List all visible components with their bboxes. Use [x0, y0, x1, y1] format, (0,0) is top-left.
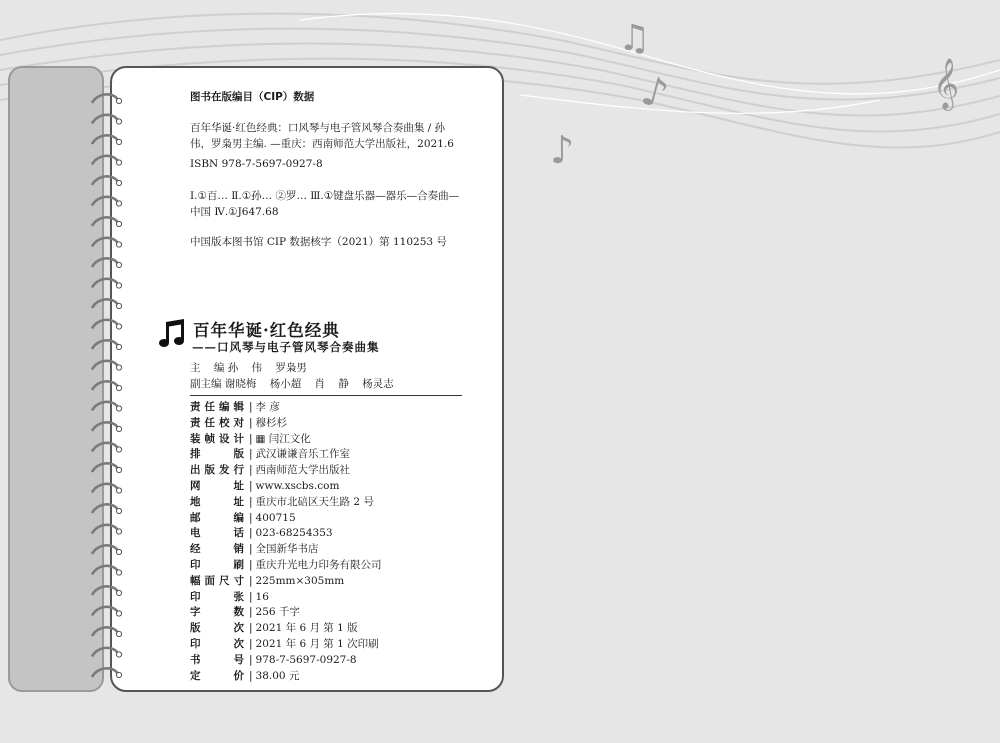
colophon-row: [190, 526, 382, 542]
colophon-key: 责任编辑: [190, 401, 244, 413]
ring: [92, 279, 122, 288]
ring: [92, 504, 122, 513]
ring: [92, 668, 122, 677]
cip-heading: 图书在版编目（CIP）数据: [190, 91, 315, 103]
colophon-row: [190, 542, 382, 558]
ring: [92, 586, 122, 595]
colophon-key: 电话: [190, 527, 244, 540]
ring: [92, 135, 122, 144]
colophon-key: 责任校对: [190, 416, 244, 429]
separator: |: [249, 590, 253, 603]
colophon-value: 全国新华书店: [255, 543, 319, 556]
separator: |: [249, 479, 253, 492]
ring: [92, 463, 122, 472]
separator: |: [249, 574, 253, 587]
editors-block: [190, 360, 394, 392]
ring: [92, 258, 122, 267]
cip-description: 百年华诞·红色经典：口风琴与电子管风琴合奏曲集 / 孙伟，罗枭男主编. —重庆：西南师范大学出版社，2021.6: [190, 122, 454, 150]
separator: |: [249, 527, 253, 540]
music-note-icon: ♪: [550, 128, 575, 172]
separator: |: [249, 637, 253, 650]
music-note-icon: ♫: [618, 18, 651, 59]
ring: [92, 197, 122, 206]
colophon-value: 穆杉杉: [255, 416, 288, 429]
colophon-value: 978-7-5697-0927-8: [255, 653, 357, 666]
colophon-row: [190, 463, 382, 479]
ring: [92, 525, 122, 534]
separator: |: [249, 653, 253, 666]
colophon-row: [190, 495, 382, 511]
ring: [92, 607, 122, 616]
book-subtitle: ——口风琴与电子管风琴合奏曲集: [192, 340, 380, 354]
colophon-value: 400715: [255, 511, 296, 524]
ring: [92, 648, 122, 657]
ring: [92, 422, 122, 431]
separator: |: [249, 495, 253, 508]
ring: [92, 627, 122, 636]
colophon-key: 印刷: [190, 558, 244, 571]
colophon-value: 225mm×305mm: [255, 574, 345, 587]
colophon-key: 字数: [190, 606, 244, 619]
separator: |: [249, 558, 253, 571]
ring: [92, 94, 122, 103]
separator: |: [249, 669, 253, 682]
separator: |: [249, 606, 253, 619]
ring: [92, 361, 122, 370]
separator: |: [249, 401, 253, 413]
colophon-key: 印次: [190, 637, 244, 650]
cip-isbn: ISBN 978-7-5697-0927-8: [190, 158, 323, 170]
ring: [92, 217, 122, 226]
colophon-value: 西南师范大学出版社: [255, 464, 351, 477]
colophon-row: [190, 447, 382, 463]
colophon-value: www.xscbs.com: [255, 479, 340, 492]
colophon-value: 38.00 元: [255, 669, 300, 682]
separator: |: [249, 416, 253, 429]
colophon-value: 2021 年 6 月 第 1 版: [255, 622, 358, 635]
colophon-value: 256 千字: [255, 606, 300, 619]
music-note-icon: ♪: [636, 67, 674, 119]
ring: [92, 443, 122, 452]
colophon-row: [190, 574, 382, 590]
colophon-key: 地址: [190, 495, 244, 508]
colophon-row: [190, 605, 382, 621]
colophon-value: 重庆市北碚区天生路 2 号: [255, 495, 374, 508]
colophon-row: [190, 621, 382, 637]
colophon-row: [190, 558, 382, 574]
colophon-value: 023-68254353: [255, 527, 333, 540]
ring: [92, 176, 122, 185]
separator: |: [249, 511, 253, 524]
divider: [190, 395, 462, 396]
ring: [92, 381, 122, 390]
ring: [92, 402, 122, 411]
ring: [92, 299, 122, 308]
book-title: 百年华诞·红色经典: [193, 321, 340, 340]
ring: [92, 545, 122, 554]
ring: [92, 484, 122, 493]
ring: [92, 320, 122, 329]
separator: |: [249, 622, 253, 635]
colophon-value: 武汉谦谦音乐工作室: [255, 448, 351, 461]
colophon-row: [190, 479, 382, 495]
colophon-value: 李 彦: [255, 401, 280, 413]
chief-editors: 主 编 孙 伟 罗枭男: [190, 362, 307, 374]
colophon-key: 装帧设计: [190, 432, 244, 445]
ring: [92, 238, 122, 247]
colophon-row: [190, 416, 382, 432]
cip-classification: Ⅰ.①百… Ⅱ.①孙… ②罗… Ⅲ.①键盘乐器—器乐—合奏曲—中国 Ⅳ.①J647.68: [190, 190, 460, 218]
colophon-row: [190, 432, 382, 448]
separator: |: [249, 543, 253, 556]
colophon-row: [190, 590, 382, 606]
deputy-editors: 副主编 谢晓梅 杨小超 肖 静 杨灵志: [190, 378, 394, 390]
colophon-row: [190, 400, 382, 416]
colophon-key: 网址: [190, 479, 244, 492]
colophon-key: 经销: [190, 543, 244, 556]
colophon-value: 重庆升光电力印务有限公司: [255, 558, 382, 571]
separator: |: [249, 464, 253, 477]
colophon-key: 定价: [190, 669, 244, 682]
colophon-list: [190, 400, 382, 684]
colophon-value: 2021 年 6 月 第 1 次印刷: [255, 637, 379, 650]
colophon-key: 幅面尺寸: [190, 574, 244, 587]
colophon-key: 排版: [190, 448, 244, 461]
ring: [92, 115, 122, 124]
separator: |: [249, 448, 253, 461]
colophon-row: [190, 511, 382, 527]
colophon-key: 出版发行: [190, 464, 244, 477]
music-note-icon: [157, 318, 189, 350]
treble-clef-icon: 𝄞: [933, 58, 960, 109]
separator: |: [249, 432, 253, 445]
ring: [92, 340, 122, 349]
colophon-value: ▦ 闫江文化: [255, 432, 311, 445]
ring: [92, 566, 122, 575]
cip-data-number: 中国版本图书馆 CIP 数据核字（2021）第 110253 号: [190, 236, 447, 248]
colophon-row: [190, 669, 382, 685]
colophon-value: 16: [255, 590, 269, 603]
colophon-row: [190, 653, 382, 669]
colophon-key: 书号: [190, 653, 244, 666]
ring: [92, 156, 122, 165]
spiral-binding-icon: [88, 70, 128, 690]
colophon-key: 印张: [190, 590, 244, 603]
colophon-key: 邮编: [190, 511, 244, 524]
colophon-row: [190, 637, 382, 653]
colophon-key: 版次: [190, 622, 244, 635]
